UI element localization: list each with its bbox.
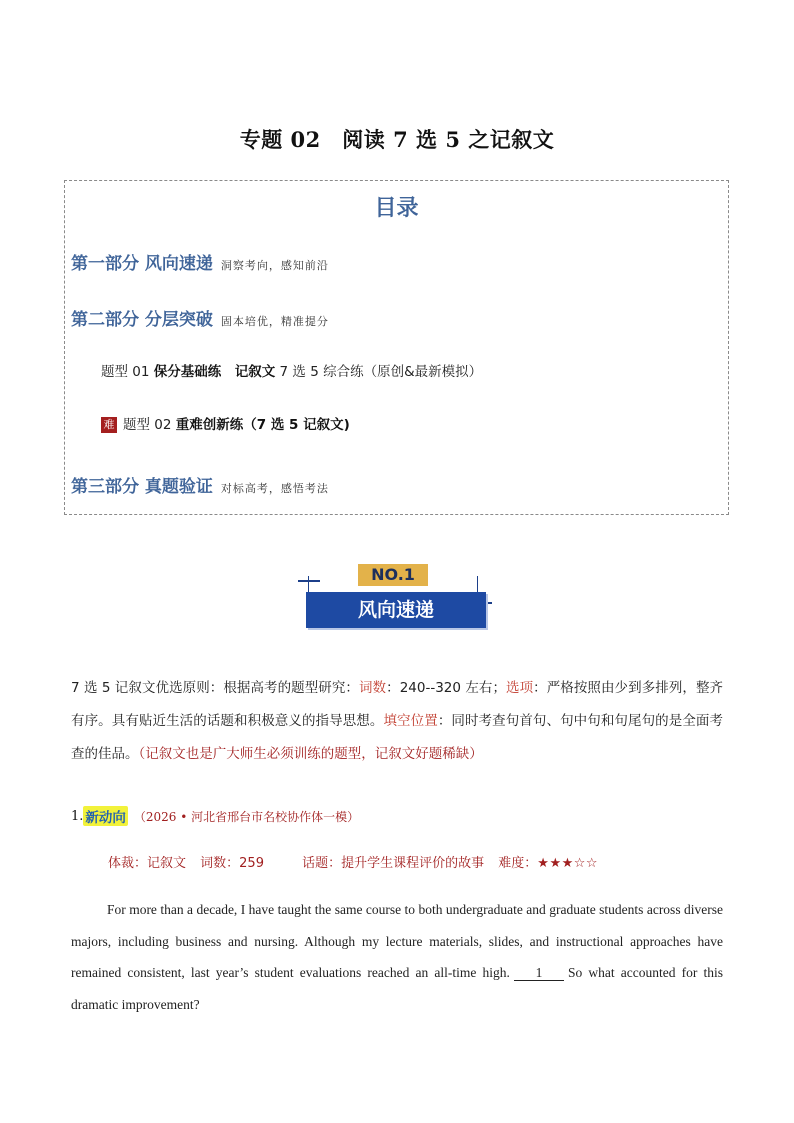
toc-part-1-label: 第一部分 风向速递 bbox=[71, 254, 213, 274]
banner-title: 风向速递 bbox=[306, 592, 486, 628]
answer-blank-1[interactable]: 1 bbox=[514, 966, 564, 981]
toc-part-3-sub: 对标高考，感悟考法 bbox=[220, 482, 329, 495]
meta-difficulty-label: 难度： bbox=[498, 856, 538, 871]
difficulty-stars: ★★★☆☆ bbox=[537, 856, 599, 871]
toc-part-2-label: 第二部分 分层突破 bbox=[71, 310, 213, 330]
question-meta bbox=[108, 852, 598, 871]
passage-text: For more than a decade, I have taught the same course to both undergraduate and graduate students across diverse majors, including business and nursing. Although my lecture materials, slides, and instructional approaches have remained consistent, last year’s student evaluations reached an all-time high. 1 So what accounted for this dramatic improvement? bbox=[71, 902, 723, 1012]
toc-part-3-label: 第三部分 真题验证 bbox=[71, 477, 213, 497]
banner-number: NO.1 bbox=[358, 564, 428, 586]
toc-part-2[interactable] bbox=[71, 305, 329, 330]
toc-part-1[interactable] bbox=[71, 249, 329, 274]
question-number: 1. bbox=[71, 808, 84, 824]
toc-part-3[interactable] bbox=[71, 472, 329, 497]
new-trend-tag: 新动向 bbox=[83, 806, 128, 826]
question-source: （2026 • 河北省邢台市名校协作体一模） bbox=[133, 809, 360, 824]
meta-words: 词数：259 bbox=[200, 856, 264, 871]
document-title: 专题 02 阅读 7 选 5 之记叙文 bbox=[239, 127, 555, 152]
toc-part-2-sub: 固本培优，精准提分 bbox=[220, 315, 329, 328]
intro-paragraph: 7 选 5 记叙文优选原则：根据高考的题型研究：词数：240--320 左右；选项：严格按照由少到多排列，整齐有序。具有贴近生活的话题和积极意义的指导思想。填空位置：同时考查句首句、句中句和句尾句的是全面考查的佳品。（记叙文也是广大师生必须训练的题型，记叙文好题稀缺） bbox=[71, 680, 724, 762]
meta-genre: 体裁：记叙文 bbox=[108, 856, 187, 871]
question-header bbox=[71, 806, 359, 826]
section-banner bbox=[298, 562, 498, 632]
toc-part-1-sub: 洞察考向，感知前沿 bbox=[220, 259, 329, 272]
toc-heading: 目录 bbox=[374, 196, 419, 221]
toc-item-type-01[interactable]: 题型 01 保分基础练 记叙文 7 选 5 综合练（原创&最新模拟） bbox=[101, 364, 483, 380]
banner-decoration-left bbox=[298, 580, 320, 582]
meta-topic: 话题：提升学生课程评价的故事 bbox=[302, 856, 485, 871]
hard-badge: 难 bbox=[101, 417, 117, 433]
toc-item-type-02[interactable]: 难 题型 02 重难创新练（7 选 5 记叙文) bbox=[101, 413, 350, 433]
table-of-contents bbox=[64, 180, 729, 515]
